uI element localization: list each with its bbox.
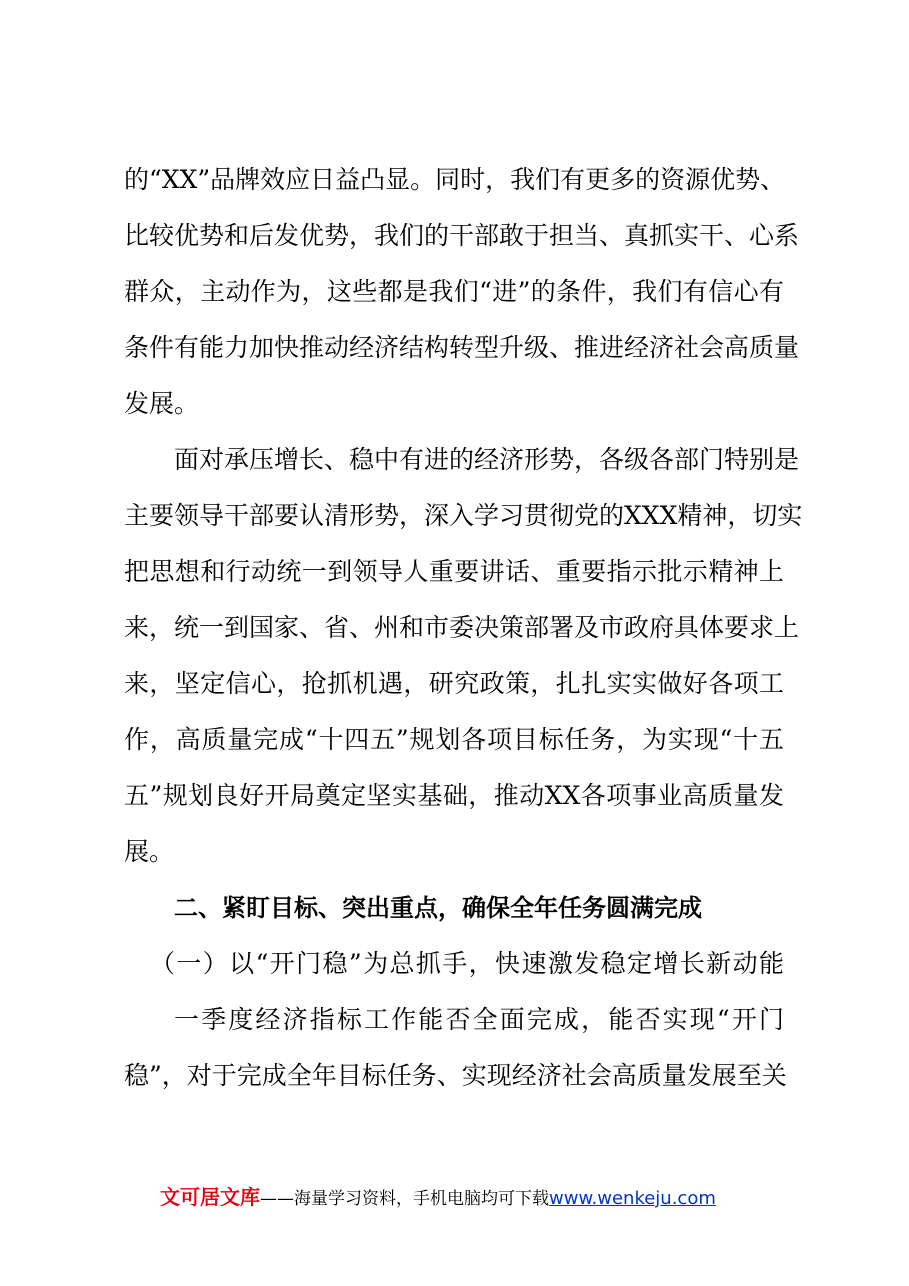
footer-url-link[interactable]: www.wenkeju.com — [549, 1188, 716, 1209]
paragraph-line: 五”规划良好开局奠定坚实基础，推动XX各项事业高质量发 — [124, 781, 784, 810]
paragraph-line: 条件有能力加快推动经济结构转型升级、推进经济社会高质量 — [124, 333, 800, 362]
paragraph-line: 来，坚定信心，抢抓机遇，研究政策，扎扎实实做好各项工 — [124, 669, 784, 698]
footer-banner — [160, 1180, 716, 1214]
paragraph-line: 的“XX”品牌效应日益凸显。同时，我们有更多的资源优势、 — [124, 165, 786, 194]
paragraph-line: 把思想和行动统一到领导人重要讲话、重要指示批示精神上 — [124, 557, 784, 586]
subsection-heading: （一）以“开门稳”为总抓手，快速激发稳定增长新动能 — [150, 949, 784, 978]
paragraph-line: 一季度经济指标工作能否全面完成，能否实现“开门 — [174, 1005, 784, 1034]
paragraph-line: 来，统一到国家、省、州和市委决策部署及市政府具体要求上 — [124, 613, 800, 642]
paragraph-line: 面对承压增长、稳中有进的经济形势，各级各部门特别是 — [174, 445, 800, 474]
footer-brand: 文可居文库 — [160, 1185, 260, 1209]
paragraph-line: 展。 — [124, 837, 175, 866]
paragraph-line: 群众，主动作为，这些都是我们“进”的条件，我们有信心有 — [124, 277, 784, 306]
section-heading: 二、紧盯目标、突出重点，确保全年任务圆满完成 — [174, 894, 702, 922]
paragraph-line: 发展。 — [124, 389, 200, 418]
paragraph-line: 主要领导干部要认清形势，深入学习贯彻党的XXX精神，切实 — [124, 501, 803, 530]
paragraph-line: 作，高质量完成“十四五”规划各项目标任务，为实现“十五 — [124, 725, 784, 754]
paragraph-line: 比较优势和后发优势，我们的干部敢于担当、真抓实干、心系 — [124, 221, 800, 250]
footer-slogan: ——海量学习资料，手机电脑均可下载 — [260, 1189, 549, 1209]
paragraph-line: 稳”，对于完成全年目标任务、实现经济社会高质量发展至关 — [124, 1061, 787, 1090]
